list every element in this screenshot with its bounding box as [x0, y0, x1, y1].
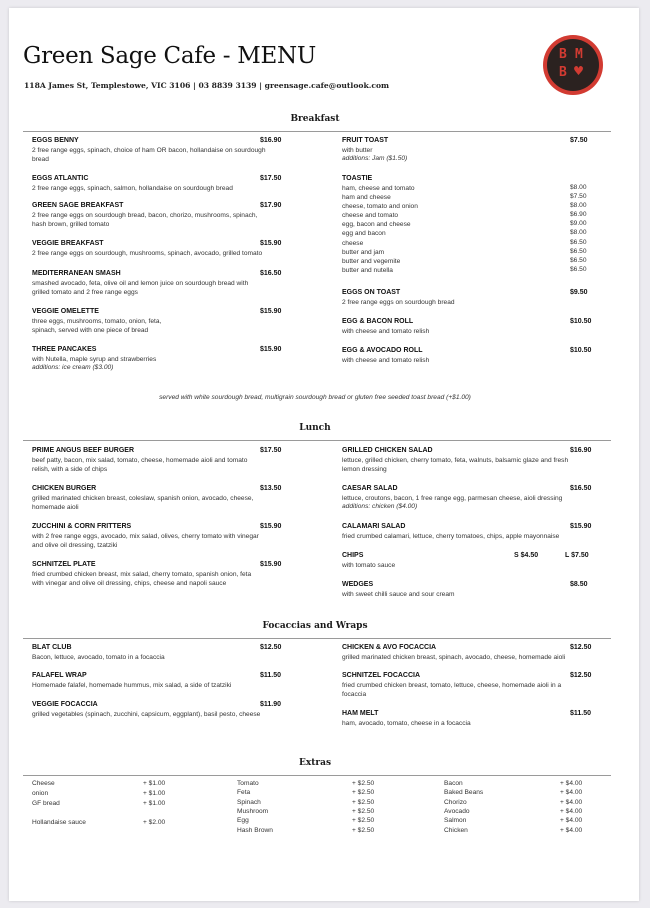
extra-label: Cheese	[32, 780, 55, 787]
extra-label: Salmon	[444, 817, 467, 824]
extra-label: Baked Beans	[444, 789, 484, 796]
item-price: $12.50	[570, 644, 592, 651]
item-desc: 2 free range eggs on sourdough bread	[342, 299, 455, 306]
item-price: $16.50	[260, 270, 282, 277]
item-desc: with cheese and tomato relish	[342, 328, 430, 335]
item-price: $15.90	[260, 561, 282, 568]
extra-price: + $2.50	[352, 799, 375, 806]
item-name: VEGGIE FOCACCIA	[32, 701, 98, 708]
extra-price: + $2.50	[352, 789, 375, 796]
item-desc: with 2 free range eggs, avocado, mix salad, olives, cherry tomato with vinegar	[32, 533, 259, 540]
section-title-lunch: Lunch	[299, 423, 331, 433]
item-price: $15.90	[570, 523, 592, 530]
item-desc: lettuce, croutons, bacon, 1 free range egg, parmesan cheese, aioli dressing	[342, 495, 563, 502]
bmb-logo-icon	[543, 35, 603, 95]
item-desc: Bacon, lettuce, avocado, tomato in a focaccia	[32, 654, 165, 661]
item-name: FALAFEL WRAP	[32, 672, 87, 679]
extra-label: onion	[32, 790, 49, 797]
item-desc: fried crumbed chicken breast, tomato, lettuce, cheese, homemade aioli in a	[342, 682, 562, 689]
item-name: EGGS BENNY	[32, 137, 79, 144]
toastie-price: $6.50	[570, 257, 587, 264]
item-name: HAM MELT	[342, 710, 379, 717]
item-price: $15.90	[260, 346, 282, 353]
toastie-option: butter and nutella	[342, 267, 393, 274]
toastie-option: ham and cheese	[342, 194, 391, 201]
toastie-price: $6.50	[570, 248, 587, 255]
divider	[23, 775, 611, 776]
item-price: $9.50	[570, 289, 588, 296]
item-desc: fried crumbed chicken breast, mix salad, cherry tomato, spanish onion, feta	[32, 571, 252, 578]
extra-label: Chicken	[444, 827, 468, 834]
extra-label: Tomato	[237, 780, 259, 787]
item-desc: ham, avocado, tomato, cheese in a focaccia	[342, 720, 471, 727]
extra-price: + $4.00	[560, 780, 583, 787]
extra-label: Avocado	[444, 808, 470, 815]
extra-price: + $1.00	[143, 790, 166, 797]
divider	[23, 440, 611, 441]
extra-label: Hash Brown	[237, 827, 273, 834]
item-name: EGG & AVOCADO ROLL	[342, 347, 423, 354]
item-additions: additions: chicken ($4.00)	[342, 503, 418, 510]
item-price: $17.50	[260, 175, 282, 182]
item-price: $12.50	[260, 644, 282, 651]
contact-info: 118A James St, Templestowe, VIC 3106 | 03 8839 3139 | greensage.cafe@outlook.com	[24, 81, 390, 90]
toastie-option: cheese, tomato and onion	[342, 203, 418, 210]
item-name: VEGGIE OMELETTE	[32, 308, 99, 315]
item-desc: Homemade falafel, homemade hummus, mix salad, a side of tzatziki	[32, 682, 232, 689]
item-price: $13.50	[260, 485, 282, 492]
item-desc: homemade aioli	[32, 504, 79, 511]
item-desc: grilled marinated chicken breast, coleslaw, spanish onion, avocado, cheese,	[32, 495, 254, 502]
logo-letter: M	[575, 47, 583, 62]
item-desc: 2 free range eggs, spinach, salmon, hollandaise on sourdough bread	[32, 185, 233, 192]
extra-price: + $1.00	[143, 780, 166, 787]
extra-price: + $2.50	[352, 780, 375, 787]
extra-label: GF bread	[32, 800, 60, 807]
extra-price: + $4.00	[560, 789, 583, 796]
item-desc: relish, with a side of chips	[32, 466, 108, 473]
item-desc: with sweet chilli sauce and sour cream	[342, 591, 455, 598]
toastie-price: $7.50	[570, 193, 587, 200]
extra-price: + $2.50	[352, 808, 375, 815]
item-desc: grilled tomato and 2 free range eggs	[32, 289, 138, 296]
item-desc: three eggs, mushrooms, tomato, onion, feta,	[32, 318, 162, 325]
item-price-large: L $7.50	[565, 552, 589, 559]
item-name: SCHNITZEL FOCACCIA	[342, 672, 421, 679]
item-name: MEDITERRANEAN SMASH	[32, 270, 121, 277]
item-additions: additions: Jam ($1.50)	[342, 155, 408, 162]
item-name: FRUIT TOAST	[342, 137, 389, 144]
extra-price: + $4.00	[560, 817, 583, 824]
extra-label: Mushroom	[237, 808, 269, 815]
item-desc: with tomato sauce	[342, 562, 396, 569]
extra-price: + $4.00	[560, 808, 583, 815]
item-price-small: S $4.50	[514, 552, 539, 559]
item-name: SCHNITZEL PLATE	[32, 561, 96, 568]
item-name: CAESAR SALAD	[342, 485, 398, 492]
item-price: $10.50	[570, 347, 592, 354]
item-desc: grilled marinated chicken breast, spinach, avocado, cheese, homemade aioli	[342, 654, 566, 661]
page-title: Green Sage Cafe - MENU	[23, 43, 316, 69]
toastie-price: $6.50	[570, 266, 587, 273]
section-title-focaccias: Focaccias and Wraps	[262, 621, 368, 631]
item-desc: spinach, served with one piece of bread	[32, 327, 149, 334]
bread-note: served with white sourdough bread, multigrain sourdough bread or gluten free seeded toast bread (+$1.00)	[159, 394, 471, 401]
toastie-option: egg and bacon	[342, 230, 386, 237]
extra-label: Egg	[237, 817, 249, 824]
extra-price: + $2.50	[352, 827, 375, 834]
extra-label: Hollandaise sauce	[32, 819, 86, 826]
item-desc: smashed avocado, feta, olive oil and lemon juice on sourdough bread with	[32, 280, 249, 287]
extra-label: Chorizo	[444, 799, 467, 806]
item-name: GRILLED CHICKEN SALAD	[342, 447, 433, 454]
item-desc: hash brown, grilled tomato	[32, 221, 110, 228]
item-name: VEGGIE BREAKFAST	[32, 240, 104, 247]
divider	[23, 638, 611, 639]
item-name: EGGS ATLANTIC	[32, 175, 89, 182]
item-desc: and olive oil dressing, tzatziki	[32, 542, 118, 549]
item-name: CHICKEN & AVO FOCACCIA	[342, 644, 437, 651]
extra-label: Feta	[237, 789, 251, 796]
item-price: $12.50	[570, 672, 592, 679]
item-price: $17.50	[260, 447, 282, 454]
item-name: WEDGES	[342, 581, 374, 588]
item-price: $7.50	[570, 137, 588, 144]
item-price: $16.90	[260, 137, 282, 144]
item-name: EGGS ON TOAST	[342, 289, 401, 296]
item-price: $11.90	[260, 701, 282, 708]
extra-price: + $2.00	[143, 819, 166, 826]
extra-label: Spinach	[237, 799, 261, 806]
toastie-price: $8.00	[570, 184, 587, 191]
toastie-price: $9.00	[570, 220, 587, 227]
toastie-option: butter and jam	[342, 249, 385, 256]
item-desc: beef patty, bacon, mix salad, tomato, cheese, homemade aioli and tomato	[32, 457, 248, 464]
item-desc: with Nutella, maple syrup and strawberries	[32, 356, 157, 363]
item-name: PRIME ANGUS BEEF BURGER	[32, 447, 135, 454]
toastie-option: ham, cheese and tomato	[342, 185, 415, 192]
item-name: CHICKEN BURGER	[32, 485, 97, 492]
item-name: CALAMARI SALAD	[342, 523, 406, 530]
item-desc: 2 free range eggs on sourdough bread, bacon, chorizo, mushrooms, spinach,	[32, 212, 258, 219]
item-desc: bread	[32, 156, 49, 163]
item-desc: focaccia	[342, 691, 367, 698]
extra-label: Bacon	[444, 780, 463, 787]
item-name: BLAT CLUB	[32, 644, 72, 651]
section-title-breakfast: Breakfast	[290, 114, 340, 124]
toastie-option: butter and vegemite	[342, 258, 401, 265]
item-price: $16.90	[570, 447, 592, 454]
item-price: $17.90	[260, 202, 282, 209]
logo-letter: B	[559, 65, 567, 80]
item-desc: with cheese and tomato relish	[342, 357, 430, 364]
item-desc: 2 free range eggs on sourdough, mushrooms, spinach, avocado, grilled tomato	[32, 250, 263, 257]
toastie-price: $6.90	[570, 211, 587, 218]
item-desc: lettuce, grilled chicken, cherry tomato, feta, walnuts, balsamic glaze and fresh	[342, 457, 569, 464]
item-price: $11.50	[260, 672, 282, 679]
item-name: ZUCCHINI & CORN FRITTERS	[32, 523, 132, 530]
toastie-price: $8.00	[570, 202, 587, 209]
toastie-option: egg, bacon and cheese	[342, 221, 411, 228]
item-price: $8.50	[570, 581, 588, 588]
item-desc: with vinegar and olive oil dressing, chips, cheese and napoli sauce	[32, 580, 227, 587]
toastie-option: cheese and tomato	[342, 212, 399, 219]
extra-price: + $2.50	[352, 817, 375, 824]
toastie-price: $6.50	[570, 239, 587, 246]
toastie-price: $8.00	[570, 229, 587, 236]
item-desc: 2 free range eggs, spinach, choice of ham OR bacon, hollandaise on sourdough	[32, 147, 266, 154]
item-desc: fried crumbed calamari, lettuce, cherry tomatoes, chips, apple mayonnaise	[342, 533, 560, 540]
item-name: GREEN SAGE BREAKFAST	[32, 202, 124, 209]
item-price: $15.90	[260, 308, 282, 315]
item-desc: grilled vegetables (spinach, zucchini, capsicum, eggplant), basil pesto, cheese	[32, 711, 261, 718]
item-name: THREE PANCAKES	[32, 346, 97, 353]
item-price: $10.50	[570, 318, 592, 325]
item-name: EGG & BACON ROLL	[342, 318, 414, 325]
heart-icon: ♥	[574, 62, 584, 80]
section-title-extras: Extras	[298, 758, 332, 768]
item-price: $11.50	[570, 710, 592, 717]
extra-price: + $1.00	[143, 800, 166, 807]
toastie-option: cheese	[342, 240, 364, 247]
item-desc: with butter	[342, 147, 373, 154]
divider	[23, 131, 611, 132]
item-price: $16.50	[570, 485, 592, 492]
item-desc: lemon dressing	[342, 466, 387, 473]
item-price: $15.90	[260, 523, 282, 530]
item-name: TOASTIE	[342, 175, 373, 182]
extra-price: + $4.00	[560, 799, 583, 806]
item-name: CHIPS	[342, 552, 364, 559]
extra-price: + $4.00	[560, 827, 583, 834]
item-price: $15.90	[260, 240, 282, 247]
logo-letter: B	[559, 47, 567, 62]
item-additions: additions: ice cream ($3.00)	[32, 364, 114, 371]
